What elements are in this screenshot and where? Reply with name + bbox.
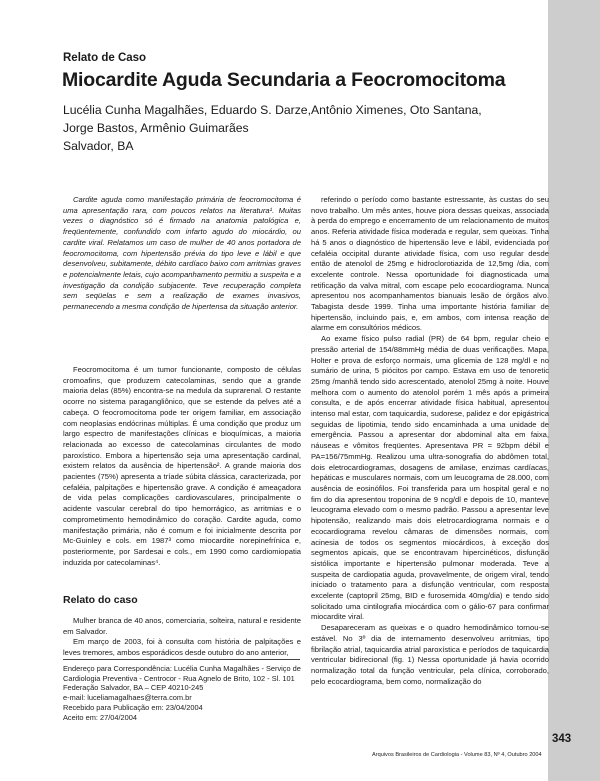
article-title: Miocardite Aguda Secundaria a Feocromocitoma	[62, 69, 506, 91]
correspondence-line: Cardiologia Preventiva - Centrocor - Rua Agnelo de Brito, 102 - Sl. 101	[63, 673, 295, 683]
correspondence-block	[63, 664, 303, 722]
correspondence-line: Endereço para Correspondência: Lucélia Cunha Magalhães - Serviço de	[63, 664, 301, 673]
correspondence-email: e-mail: luceliamagalhaes@terra.com.br	[63, 693, 192, 703]
correspondence-line: Federação Salvador, BA – CEP 40210-245	[63, 683, 204, 693]
page-sidebar-band	[548, 0, 600, 781]
author-block	[63, 101, 533, 155]
body-paragraph: Ao exame físico pulso radial (PR) de 64 bpm, regular cheio e pressão arterial de 154/88mmHg média de duas verificações. Mapa, Holter e prova de esforço normais, uma glicemia de 128 mg/dl e no sumário de urina, 5 piócitos por campo. Estava em uso de tenoretic 25mg /manhã tendo sido acrescentado, atenolol 25mg à noite. Houve melhora com o aumento do atenolol porém 1 mês após a primeira consulta, e de após encerrar atividade física habitual, apresentou intenso mal estar, com taquicardia, sudorese, palidez e dor epigástrica seguidas de lipotimia, tendo sido encaminhada a uma unidade de emergência. Passou a apresentar dor abdominal alta em faixa, náuseas e vômitos freqüentes. Apresentava PR = 92bpm débil e PA=156/75mmHg. Realizou uma ultra-sonografia do abdômen total, dois eletrocardiogramas, dosagens de amilase, enzimas cardíacas, hepáticas e musculares normais, com um leucograma de 28.000, com ausência de eosinófilos. Foi transferida para um hospital geral e no fim do dia apresentou troponina de 9 ncg/dl e depois de 10, manteve leucograma elevado com o mesmo padrão. Passou a apresentar leve hipotensão, realizando mais dois eletrocardiograma normais e o ecocardiograma revelou câmaras de dimensões normais, com acinesia de todos os segmentos miocárdicos, à exceção dos segmentos apicais, que se encontravam hipercinéticos, disfunção sistólica importante e hipertensão pulmonar moderada. Teve a suspeita de cardiopatia aguda, provavelmente, de origem viral, tendo iniciado o tratamento para a disfunção ventricular, com resposta excelente (captopril 25mg, BID e furosemida 40mg/dia) e tendo sido solicitado uma cintilografia miocárdica com o gálio-67 para confirmar miocardite viral.	[311, 334, 549, 622]
author-location: Salvador, BA	[63, 139, 134, 153]
left-column-case	[63, 616, 301, 659]
section-label: Relato de Caso	[63, 52, 147, 64]
abstract	[63, 195, 301, 313]
intro-paragraph: Feocromocitoma é um tumor funcionante, composto de células cromoafins, que produzem catecolaminas, sendo que a grande maioria delas (85%) encontra-se na medula da suprarenal. O restante ocorre no sistema paragangliônico, que se estende da pelves até a cabeça. O feocromocitoma pode ter origem familiar, em associação com neoplasias endócrinas múltiplas. É uma condição que produz um largo espectro de manifestações clínicas e bioquímicas, a maioria relacionada ao excesso de catecolaminas circulantes de modo paroxístico. Embora a hipertensão seja uma apresentação cardinal, existem relatos da ausência de hipertensão². A grande maioria dos pacientes (75%) apresenta a tríade súbita clássica, caracterizada, por cefaléia, palpitações e hipertensão grave. A condição é ameaçadora de vida pelas complicações cardiovasculares, principalmente o acidente vascular cerebral do tipo hemorrágico, as arritmias e o comprometimento hemodinâmico do coração. Cardite aguda, como manifestação primária, não é comum e foi inicialmente descrita por Mc-Guinley e cols. em 1987³ como miocardite norepinefrínica e, posteriormente, por Sardesai e cols., em 1990 como cardiomiopatia induzida por catecolaminas⁴.	[63, 365, 301, 567]
accepted-date: Aceito em: 27/04/2004	[63, 712, 137, 722]
footnote-divider	[63, 659, 300, 660]
author-line: Lucélia Cunha Magalhães, Eduardo S. Darze,Antônio Ximenes, Oto Santana,	[63, 103, 482, 117]
abstract-text: Cardite aguda como manifestação primária de feocromocitoma é uma apresentação rara, com poucos relatos na literatura¹. Muitas vezes o diagnóstico só é firmado na anatomia patológica e, freqüentemente, confundido com infarto agudo do miocárdio, ou cardite viral. Relatamos um caso de mulher de 40 anos portadora de feocromocitoma, com hipertensão prévia do tipo leve e lábil e que desenvolveu, subitamente, débito cardíaco baixo com arritmias graves e potencialmente letais, cujo acompanhamento permitiu a suspeita e a investigação da condição subjacente. Teve recuperação completa sem seqüelas e sem a realização de exames invasivos, permanecendo a mesma condição de hipertensa da situação anterior.	[63, 195, 301, 312]
page-number: 343	[552, 733, 572, 745]
received-date: Recebido para Publicação em: 23/04/2004	[63, 702, 203, 712]
left-column-intro	[63, 365, 301, 568]
case-paragraph: Mulher branca de 40 anos, comerciaria, solteira, natural e residente em Salvador.	[63, 616, 301, 636]
case-heading: Relato do caso	[63, 594, 138, 606]
case-paragraph: Em março de 2003, foi à consulta com história de palpitações e leves tremores, ambos esporádicos desde outubro do ano anterior,	[63, 637, 301, 658]
author-line: Jorge Bastos, Armênio Guimarães	[63, 121, 249, 135]
body-paragraph: referindo o período como bastante estressante, às custas do seu novo trabalho. Um mês antes, houve piora dessas queixas, associada à perda do emprego e encerramento de um relacionamento de muitos anos. Referia atividade física moderada e regular, sem queixas. Tinha há 5 anos o diagnóstico de hipertensão leve e lábil, evidenciada por cefaléia occipital durante atividade física, com uso regular desde então de atenolol de 25mg e hidroclorotiazida de 12,5mg /dia, com excelente controle. Nessa oportunidade foi diagnosticada uma retificação da valva mitral, com escape pelo ecocardiograma. Nunca apresentou nos acompanhamentos bianuais lesão de órgãos alvo. Tabagista desde 1999. Tinha uma importante história familiar de hipertensão, incluindo pais, e, em ambos, com intensa reação de alarme em consultórios médicos.	[311, 195, 549, 333]
right-column	[311, 195, 549, 687]
body-paragraph: Desapareceram as queixas e o quadro hemodinâmico tornou-se estável. No 3º dia de internamento desenvolveu arritmias, tipo fibrilação atrial, taquicardia atrial paroxística e períodos de taquicardia ventricular bidirecional (fig. 1) Nessa oportunidade já havia ocorrido normalização total da função ventricular, pela clínica, corroborado, pelo ecocardiograma, bem como, normalização do	[311, 623, 549, 686]
journal-footer: Arquivos Brasileiros de Cardiologia - Volume 83, Nº 4, Outubro 2004	[372, 752, 542, 758]
